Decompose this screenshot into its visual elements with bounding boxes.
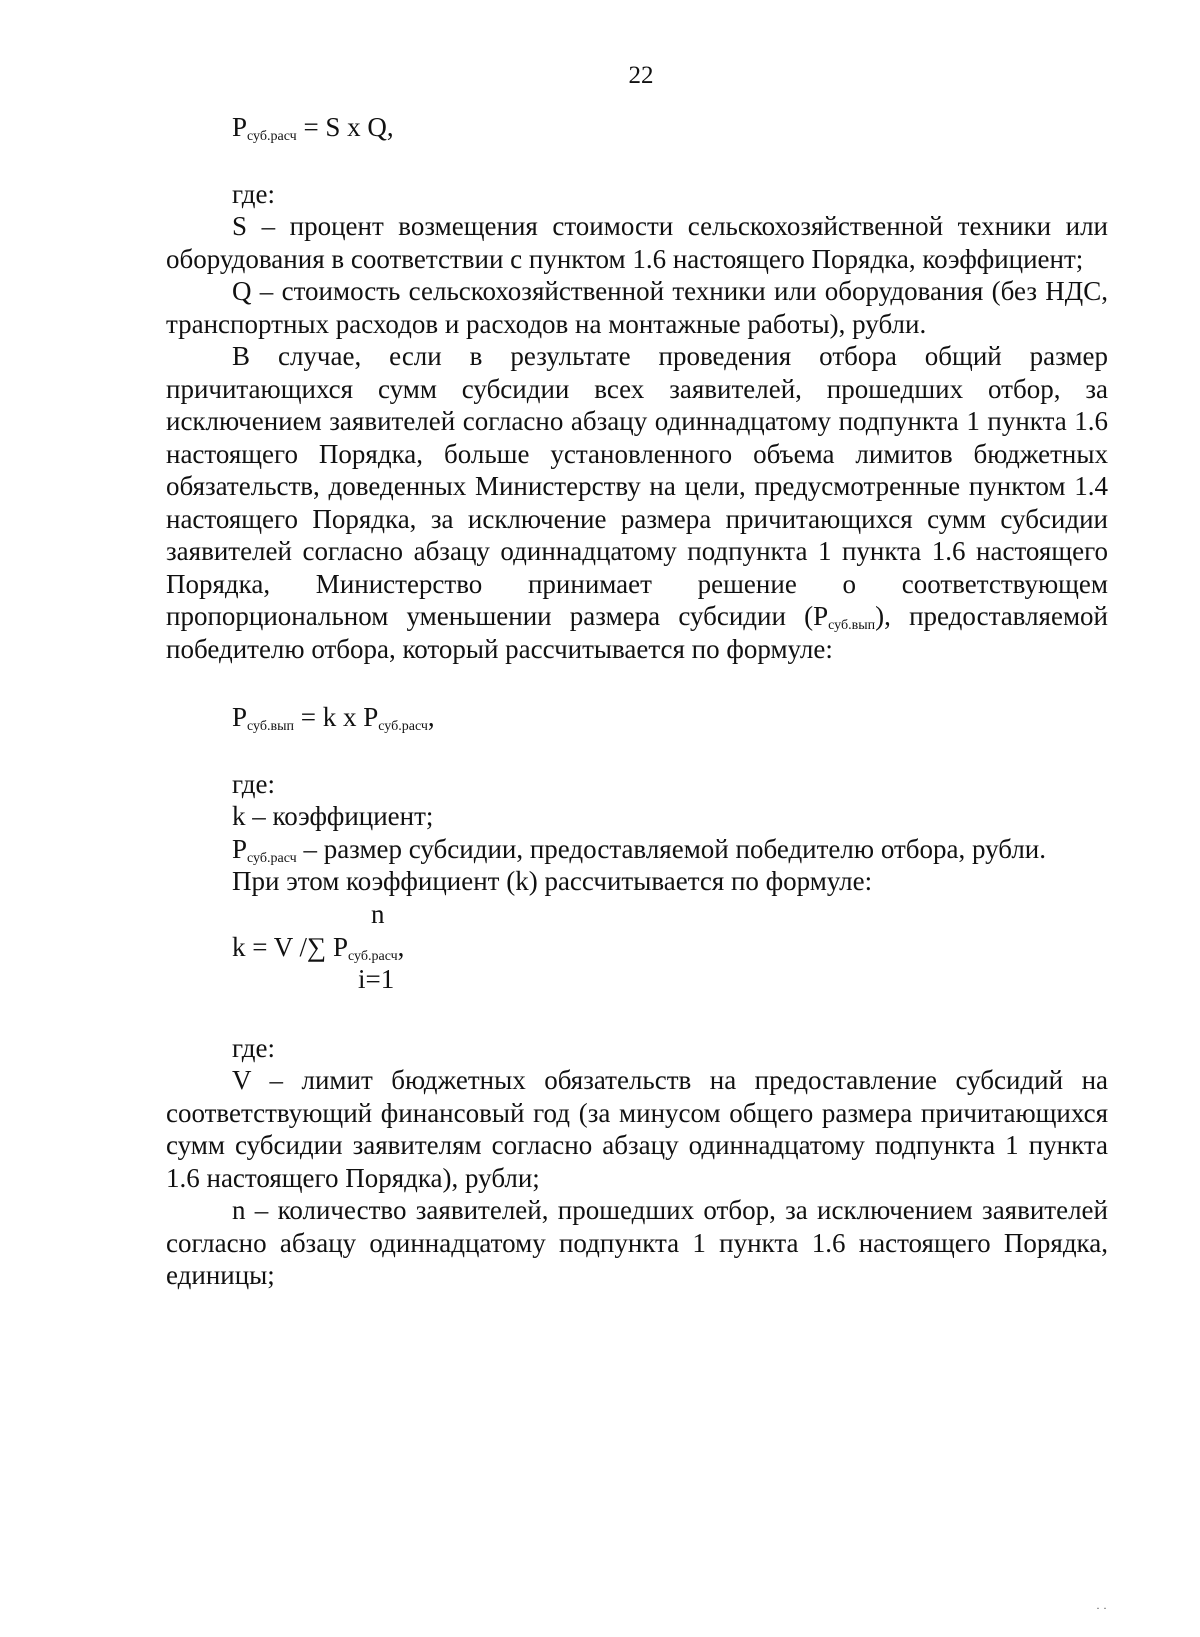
- scan-speck: · ·: [1096, 1601, 1107, 1615]
- document-body: [166, 111, 1108, 1292]
- formula-subscript: суб.расч: [247, 129, 297, 144]
- formula-symbol: P: [232, 833, 248, 864]
- definition-s: S – процент возмещения стоимости сельскохозяйственной техники или оборудования в соответствии с пунктом 1.6 настоящего Порядка, коэффициент;: [166, 211, 1108, 274]
- sum-expression: [232, 931, 404, 964]
- formula-p-sub-vyp: [166, 701, 1108, 734]
- formula-subscript: суб.расч: [348, 948, 398, 964]
- formula-p-sub-rasch: [166, 111, 1108, 144]
- formula-end: ,: [427, 702, 435, 732]
- formula-end: ,: [397, 931, 405, 962]
- definition-k: k – коэффициент;: [232, 801, 434, 831]
- where-label: где:: [232, 178, 275, 209]
- paragraph-text-end: ), предоставляемой победителю отбора, который рассчитывается по формуле:: [166, 601, 1108, 664]
- definition-q: Q – стоимость сельскохозяйственной техники или оборудования (без НДС, транспортных расходов и расходов на монтажные работы), рубли.: [166, 276, 1108, 339]
- definition-n: n – количество заявителей, прошедших отбор, за исключением заявителей согласно абзацу одиннадцатому подпункта 1 пункта 1.6 настоящего Порядка, единицы;: [166, 1195, 1108, 1290]
- sum-upper-limit: n: [371, 898, 385, 929]
- definition-v: V – лимит бюджетных обязательств на предоставление субсидий на соответствующий финансовый год (за минусом общего размера причитающихся сумм субсидии заявителям согласно абзацу одиннадцатому подпункта 1 пункта 1.6 настоящего Порядка), рубли;: [166, 1065, 1108, 1193]
- page-number: 22: [628, 62, 654, 89]
- definition-text: – размер субсидии, предоставляемой победителю отбора, рубли.: [296, 833, 1047, 864]
- definition-p-sub-rasch: [166, 833, 1108, 866]
- paragraph-text: В случае, если в результате проведения отбора общий размер причитающихся сумм субсидии всех заявителей, прошедших отбор, за исключением заявителей согласно абзацу одиннадцатому подпункта 1 пункта 1.6 настоящего Порядка, больше установленного объема лимитов бюджетных обязательств, доведенных Министерству на цели, предусмотренные пунктом 1.4 настоящего Порядка, за исключение размера причитающихся сумм субсидии заявителей согласно абзацу одиннадцатому подпункта 1 пункта 1.6 настоящего Порядка, Министерство принимает решение о соответствующем пропорциональном уменьшении размера субсидии (P: [166, 341, 1108, 631]
- where-label: где:: [232, 768, 275, 799]
- formula-symbol: P: [232, 702, 248, 732]
- coefficient-intro: При этом коэффициент (k) рассчитывается по формуле:: [232, 866, 873, 896]
- formula-subscript: суб.расч: [378, 719, 428, 734]
- formula-subscript: суб.расч: [247, 850, 297, 866]
- where-label: где:: [232, 1032, 275, 1063]
- formula-subscript: суб.вып: [828, 618, 876, 633]
- sum-lower-limit: i=1: [358, 963, 395, 994]
- formula-rhs: = S x Q,: [296, 112, 394, 142]
- formula-subscript: суб.вып: [247, 719, 295, 734]
- formula-k-sum: [166, 898, 1108, 996]
- formula-symbol: P: [232, 112, 248, 142]
- formula-rhs: = k x P: [294, 702, 379, 732]
- paragraph-reduction-case: [166, 340, 1108, 665]
- formula-rhs: k = V /∑ P: [232, 931, 349, 962]
